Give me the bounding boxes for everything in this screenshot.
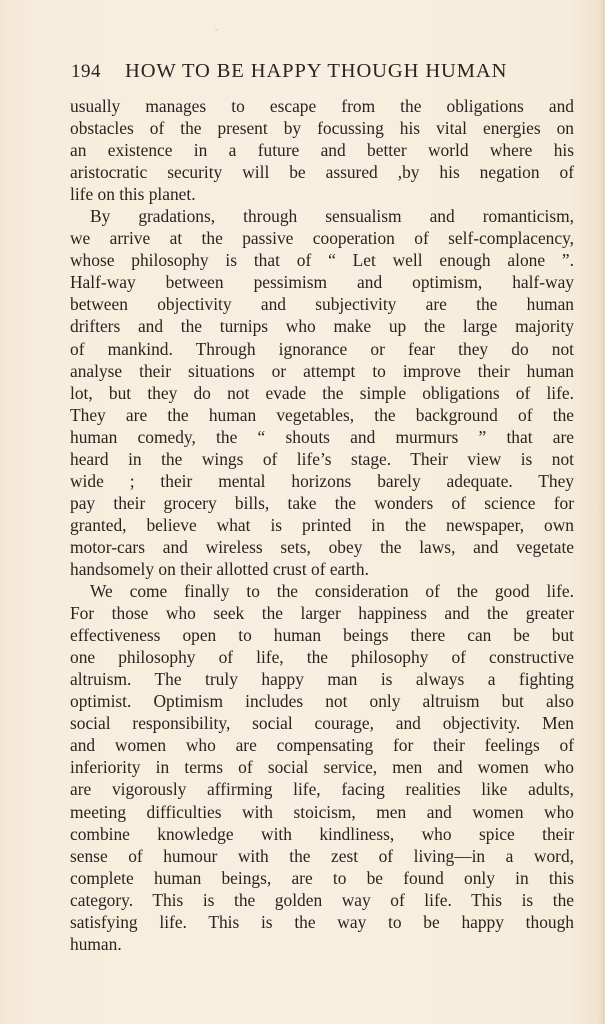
text-line: aristocratic security will be assured ,by his negation of: [70, 162, 574, 183]
text-line: They are the human vegetables, the background of the: [70, 404, 574, 425]
text-line: motor-cars and wireless sets, obey the laws, and vegetate: [70, 536, 574, 557]
text-line: we arrive at the passive cooperation of self-complacency,: [70, 228, 574, 249]
text-line: altruism. The truly happy man is always a fighting: [70, 669, 574, 690]
text-line: We come finally to the consideration of the good life.: [90, 581, 574, 602]
text-line: usually manages to escape from the obligations and: [70, 96, 574, 116]
page-number: 194: [71, 61, 101, 82]
text-line: human comedy, the “ shouts and murmurs ” that are: [70, 426, 574, 447]
text-line: optimist. Optimism includes not only altruism but also: [70, 691, 574, 712]
text-line: granted, believe what is printed in the newspaper, own: [70, 514, 574, 535]
text-line: category. This is the golden way of life. This is the: [70, 889, 574, 910]
text-line: By gradations, through sensualism and romanticism,: [90, 206, 574, 227]
text-line: pay their grocery bills, take the wonders of science for: [70, 492, 574, 513]
text-line: whose philosophy is that of “ Let well enough alone ”.: [70, 250, 574, 271]
page-edge-shadow: [598, 0, 605, 1024]
body-text: [70, 95, 574, 955]
text-line: effectiveness open to human beings there can be but: [70, 625, 574, 646]
text-line: human.: [70, 933, 122, 954]
text-line: sense of humour with the zest of living—in a word,: [70, 845, 574, 866]
text-line: and women who are compensating for their feelings of: [70, 735, 574, 756]
text-line: an existence in a future and better world where his: [70, 140, 574, 161]
running-head: HOW TO BE HAPPY THOUGH HUMAN: [125, 60, 508, 82]
text-line: inferiority in terms of social service, men and women who: [70, 757, 574, 778]
text-line: life on this planet.: [70, 184, 196, 205]
text-line: analyse their situations or attempt to improve their human: [70, 360, 574, 381]
text-line: heard in the wings of life’s stage. Their view is not: [70, 448, 574, 469]
text-line: between objectivity and subjectivity are the human: [70, 294, 574, 315]
text-line: Half-way between pessimism and optimism, half-way: [70, 272, 574, 293]
text-line: combine knowledge with kindliness, who spice their: [70, 823, 574, 844]
text-line: complete human beings, are to be found only in this: [70, 867, 574, 888]
text-line: handsomely on their allotted crust of earth.: [70, 558, 369, 579]
text-line: satisfying life. This is the way to be happy though: [70, 911, 574, 932]
text-line: meeting difficulties with stoicism, men and women who: [70, 801, 574, 822]
text-line: drifters and the turnips who make up the large majority: [70, 316, 574, 337]
text-line: wide ; their mental horizons barely adequate. They: [70, 470, 574, 491]
text-line: one philosophy of life, the philosophy of constructive: [70, 647, 574, 668]
text-line: lot, but they do not evade the simple obligations of life.: [70, 382, 574, 403]
paper-speck: ˇ: [215, 28, 218, 37]
text-line: social responsibility, social courage, and objectivity. Men: [70, 713, 574, 734]
text-line: of mankind. Through ignorance or fear they do not: [70, 338, 574, 359]
text-line: For those who seek the larger happiness and the greater: [70, 603, 574, 624]
text-line: are vigorously affirming life, facing realities like adults,: [70, 779, 574, 800]
page-header: [71, 60, 575, 88]
text-line: obstacles of the present by focussing his vital energies on: [70, 118, 574, 139]
